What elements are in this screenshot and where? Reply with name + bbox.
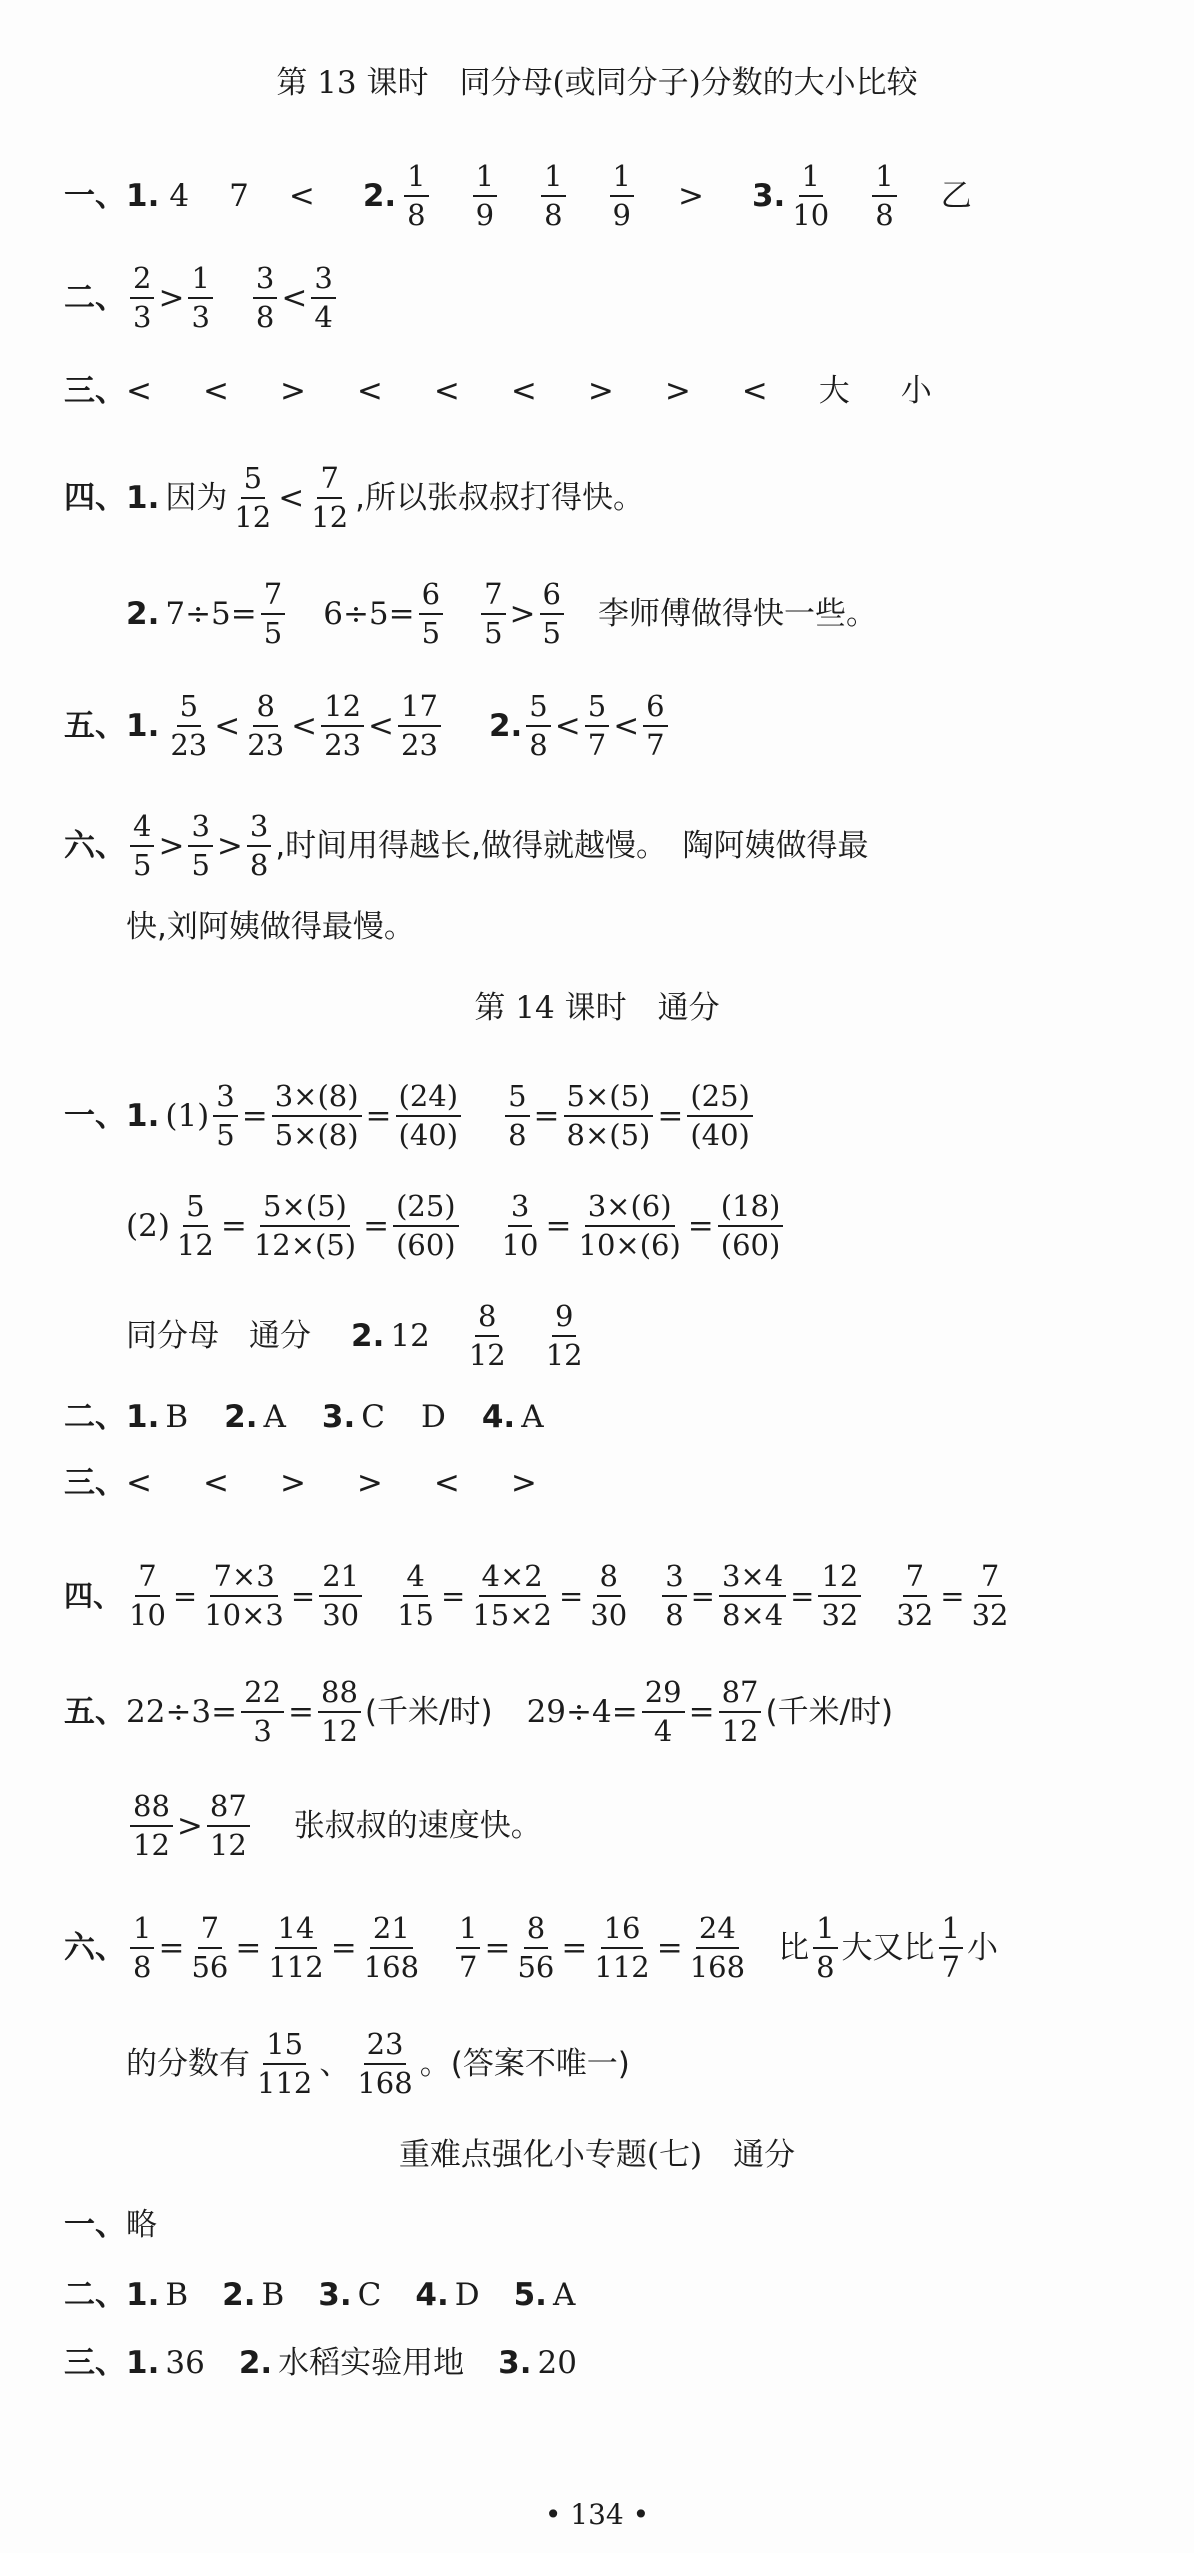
- ans: A: [263, 1399, 286, 1435]
- label: (1): [165, 1097, 210, 1134]
- fraction: $\frac{3}{5}$: [188, 810, 212, 883]
- text: 张叔叔的速度快。: [293, 1807, 542, 1844]
- fraction: $\frac{3\times(6)}{10\times(6)}$: [578, 1189, 681, 1263]
- ans: B: [165, 2277, 189, 2313]
- fraction: $\frac{16}{112}$: [594, 1911, 650, 1985]
- fraction: $\frac{1}{7}$: [456, 1912, 480, 1985]
- s14-q6a: 六、 $\frac{1}{8}$ = $\frac{7}{56}$ = $\frac{14}{112}$ = $\frac{21}{168}$ $\frac{1}{7}$ = $\frac{8}{56}$ = $\frac{16}{112}$ = $\frac{24}{168}$ 比 $\frac{1}{8}$ 大又比 $\frac{1}{7}$ 小: [64, 1911, 998, 1985]
- s14-q6b: [126, 2028, 630, 2101]
- answers: < < > < < < > > < 大 小: [126, 373, 942, 409]
- fraction: $\frac{7}{5}$: [261, 578, 285, 651]
- ans: D: [420, 1399, 446, 1435]
- fraction: $\frac{6}{7}$: [643, 690, 667, 763]
- label: 三、: [64, 373, 126, 409]
- ans: 20: [537, 2345, 577, 2381]
- fraction: $\frac{14}{112}$: [268, 1911, 324, 1985]
- fraction: $\frac{3\times 4}{8\times 4}$: [719, 1560, 786, 1633]
- fraction: $\frac{2}{3}$: [130, 262, 154, 335]
- fraction: $\frac{7}{56}$: [191, 1911, 229, 1985]
- fraction: $\frac{1}{8}$: [541, 160, 565, 233]
- fraction: $\frac{88}{12}$: [318, 1676, 361, 1749]
- s14-q3: [64, 1465, 547, 1501]
- label: 4.: [481, 1399, 516, 1435]
- text: 。(答案不唯一): [419, 2045, 630, 2082]
- ans: 7: [229, 177, 249, 214]
- ans: 水稻实验用地: [278, 2345, 465, 2381]
- fraction: $\frac{7\times 3}{10\times 3}$: [204, 1559, 284, 1633]
- answers: < < > > < >: [126, 1465, 547, 1501]
- label: (2): [126, 1207, 170, 1244]
- sign: >: [158, 827, 185, 864]
- unit: (千米/时): [364, 1693, 493, 1730]
- s14-q1b: (2) $\frac{5}{12}$ = $\frac{5\times(5)}{12\times(5)}$ = $\frac{(25)}{(60)}$ $\frac{3}{10}$ = $\frac{3\times(6)}{10\times(6)}$ = $\frac{(18)}{(60)}$: [126, 1190, 787, 1263]
- fraction: $\frac{7}{10}$: [129, 1559, 166, 1633]
- fraction: $\frac{17}{23}$: [398, 690, 441, 763]
- fraction: $\frac{12}{32}$: [818, 1560, 861, 1633]
- text: 、: [319, 2045, 351, 2082]
- fraction: $\frac{88}{12}$: [130, 1790, 173, 1863]
- label: 一、1.: [64, 177, 160, 214]
- fraction: $\frac{1}{8}$: [404, 160, 428, 233]
- sign: <: [291, 707, 318, 744]
- label: 四、1.: [64, 479, 160, 516]
- section-14-title: 第 14 课时 通分: [474, 990, 720, 1026]
- label: 3.: [751, 177, 786, 214]
- ans: 4: [169, 177, 190, 214]
- s14-q5b: [126, 1790, 542, 1863]
- fraction: $\frac{(25)}{(40)}$: [687, 1080, 753, 1153]
- label: 3.: [498, 2345, 532, 2381]
- special-topic-title: 重难点强化小专题(七) 通分: [398, 2137, 796, 2173]
- fraction: $\frac{5}{23}$: [170, 689, 208, 763]
- sign: >: [216, 827, 243, 864]
- label: 六、: [64, 1929, 126, 1966]
- expr: 7÷5=: [165, 595, 257, 632]
- s14-q1a: 一、1. (1) $\frac{3}{5}$ = $\frac{3\times(8)}{5\times(8)}$ = $\frac{(24)}{(40)}$ $\frac{5}{8}$ = $\frac{5\times(5)}{8\times(5)}$ = $\frac{(25)}{(40)}$: [64, 1080, 757, 1153]
- sign: >: [158, 279, 185, 316]
- label: 四、: [64, 1578, 123, 1613]
- fraction: $\frac{4}{15}$: [397, 1559, 435, 1633]
- s14-q5a: 五、 22÷3= $\frac{22}{3}$ = $\frac{88}{12}$ (千米/时) 29÷4= $\frac{29}{4}$ = $\frac{87}{12}$ (千米/时): [64, 1675, 894, 1749]
- fraction: $\frac{1}{8}$: [872, 160, 896, 233]
- fraction: $\frac{7}{5}$: [481, 578, 505, 651]
- sign: <: [613, 707, 640, 744]
- fraction: $\frac{1}{8}$: [813, 1912, 837, 1985]
- s13-q1: [64, 160, 972, 233]
- fraction: $\frac{22}{3}$: [241, 1676, 284, 1749]
- label: 2.: [238, 2345, 273, 2381]
- fraction: $\frac{8}{23}$: [247, 689, 285, 763]
- fraction: $\frac{1}{8}$: [130, 1912, 154, 1985]
- sp-q3: [64, 2345, 577, 2381]
- s13-q2: [64, 262, 340, 335]
- label: 六、: [64, 827, 126, 864]
- label: 1.: [126, 2345, 160, 2381]
- fraction: $\frac{3}{5}$: [213, 1080, 237, 1153]
- sp-q2: [64, 2277, 576, 2313]
- text: 比: [778, 1929, 810, 1966]
- sign: <: [554, 707, 581, 744]
- s13-q5: [64, 690, 672, 763]
- label: 一、: [64, 2207, 126, 2243]
- ans: C: [357, 2277, 382, 2313]
- label: 二、: [64, 2277, 126, 2313]
- section-13-title: 第 13 课时 同分母(或同分子)分数的大小比较: [276, 65, 918, 101]
- fraction: $\frac{4}{5}$: [130, 810, 154, 883]
- sign: <: [288, 177, 315, 214]
- label: 2.: [222, 2277, 256, 2313]
- fraction: $\frac{24}{168}$: [689, 1911, 746, 1985]
- label: 2.: [488, 707, 523, 744]
- label: 五、1.: [64, 707, 160, 744]
- ans: 36: [165, 2345, 205, 2381]
- s14-q2: [64, 1399, 544, 1435]
- label: 4.: [415, 2277, 449, 2313]
- fraction: $\frac{5}{12}$: [234, 461, 272, 535]
- label: 1.: [126, 2277, 160, 2313]
- s13-q6b: 快,刘阿姨做得最慢。: [126, 909, 415, 945]
- fraction: $\frac{21}{168}$: [363, 1911, 420, 1985]
- ans: C: [361, 1399, 385, 1435]
- fraction: $\frac{(25)}{(60)}$: [393, 1190, 459, 1263]
- fraction: $\frac{5\times(5)}{12\times(5)}$: [253, 1189, 357, 1263]
- fraction: $\frac{29}{4}$: [642, 1676, 685, 1749]
- fraction: $\frac{9}{12}$: [545, 1299, 583, 1373]
- text: 大又比: [841, 1929, 935, 1966]
- label: 2.: [362, 177, 397, 214]
- fraction: $\frac{12}{23}$: [321, 690, 364, 763]
- fraction: $\frac{21}{30}$: [319, 1560, 362, 1633]
- s13-q6a: [64, 810, 869, 883]
- text: 小: [966, 1929, 998, 1966]
- fraction: $\frac{6}{5}$: [540, 578, 564, 651]
- label: 1.: [126, 1399, 160, 1435]
- fraction: $\frac{7}{12}$: [311, 461, 349, 535]
- fraction: $\frac{5}{8}$: [505, 1080, 529, 1153]
- sign: <: [281, 279, 308, 316]
- fraction: $\frac{7}{32}$: [896, 1559, 934, 1633]
- expr: 6÷5=: [323, 595, 415, 632]
- fraction: $\frac{3}{8}$: [247, 810, 271, 883]
- page-number: • 134 •: [544, 2498, 650, 2531]
- label: 二、: [64, 1399, 126, 1435]
- ans: 12: [390, 1317, 430, 1354]
- text: 略: [126, 2207, 157, 2243]
- label: 三、: [64, 2345, 126, 2381]
- label: 3.: [318, 2277, 352, 2313]
- s13-q3: [64, 373, 942, 409]
- fraction: $\frac{3}{8}$: [662, 1560, 686, 1633]
- fraction: $\frac{8}{30}$: [590, 1559, 628, 1633]
- fraction: $\frac{3\times(8)}{5\times(8)}$: [272, 1080, 362, 1153]
- sign: <: [368, 707, 395, 744]
- fraction: $\frac{8}{12}$: [468, 1299, 506, 1373]
- ans: B: [165, 1399, 189, 1435]
- fraction: $\frac{3}{8}$: [253, 262, 277, 335]
- fraction: $\frac{6}{5}$: [419, 578, 443, 651]
- fraction: $\frac{7}{32}$: [971, 1559, 1009, 1633]
- label: 五、: [64, 1693, 126, 1730]
- sign: >: [677, 177, 704, 214]
- s13-q4b: [126, 578, 877, 651]
- text: ,所以张叔叔打得快。: [355, 479, 645, 516]
- sign: <: [278, 479, 305, 516]
- fraction: $\frac{87}{12}$: [719, 1676, 762, 1749]
- fraction: $\frac{1}{7}$: [939, 1912, 963, 1985]
- label: 2.: [224, 1399, 258, 1435]
- text: 的分数有: [126, 2045, 250, 2082]
- fraction: $\frac{(18)}{(60)}$: [718, 1190, 784, 1263]
- fraction: $\frac{(24)}{(40)}$: [396, 1080, 462, 1153]
- fraction: $\frac{3}{10}$: [501, 1189, 539, 1263]
- fraction: $\frac{5}{12}$: [176, 1189, 214, 1263]
- s14-q1c: [126, 1300, 590, 1373]
- fraction: $\frac{1}{10}$: [792, 159, 830, 233]
- ans: A: [521, 1399, 544, 1435]
- sp-q1: [64, 2207, 157, 2243]
- text: 因为: [165, 479, 228, 516]
- s13-q4a: [64, 462, 644, 535]
- ans: 乙: [940, 177, 972, 214]
- label: 2.: [126, 595, 160, 632]
- unit: (千米/时): [765, 1693, 894, 1730]
- text: ,时间用得越长,做得就越慢。 陶阿姨做得最: [275, 827, 869, 864]
- fraction: $\frac{3}{4}$: [311, 262, 335, 335]
- fraction: $\frac{1}{9}$: [473, 160, 497, 233]
- text: 李师傅做得快一些。: [597, 595, 877, 632]
- fraction: $\frac{5}{7}$: [585, 690, 609, 763]
- text: 同分母: [126, 1317, 219, 1354]
- label: 2.: [351, 1317, 385, 1354]
- expr: 22÷3=: [126, 1693, 238, 1730]
- label: 5.: [513, 2277, 547, 2313]
- label: 一、1.: [64, 1097, 160, 1134]
- fraction: $\frac{8}{56}$: [517, 1911, 555, 1985]
- fraction: $\frac{5\times(5)}{8\times(5)}$: [564, 1080, 654, 1153]
- expr: 29÷4=: [526, 1693, 638, 1730]
- fraction: $\frac{5}{8}$: [526, 690, 550, 763]
- ans: B: [261, 2277, 285, 2313]
- fraction: $\frac{23}{168}$: [357, 2027, 413, 2101]
- text: 通分: [249, 1317, 311, 1354]
- fraction: $\frac{1}{9}$: [610, 160, 634, 233]
- fraction: $\frac{15}{112}$: [257, 2027, 313, 2101]
- ans: A: [552, 2277, 576, 2313]
- ans: D: [454, 2277, 480, 2313]
- s14-q4: 四、 $\frac{7}{10}$ = $\frac{7\times 3}{10\times 3}$ = $\frac{21}{30}$ $\frac{4}{15}$ = $\frac{4\times 2}{15\times 2}$ = $\frac{8}{30}$ $\frac{3}{8}$ = $\frac{3\times 4}{8\times 4}$ = $\frac{12}{32}$ $\frac{7}{32}$ = $\frac{7}{32}$: [64, 1560, 1016, 1633]
- label: 3.: [321, 1399, 356, 1435]
- fraction: $\frac{1}{3}$: [188, 262, 212, 335]
- sign: <: [214, 707, 241, 744]
- label: 二、: [64, 279, 126, 316]
- fraction: $\frac{4\times 2}{15\times 2}$: [472, 1559, 552, 1633]
- sign: >: [176, 1807, 203, 1844]
- label: 三、: [64, 1465, 126, 1501]
- sign: >: [509, 595, 536, 632]
- fraction: $\frac{87}{12}$: [207, 1790, 250, 1863]
